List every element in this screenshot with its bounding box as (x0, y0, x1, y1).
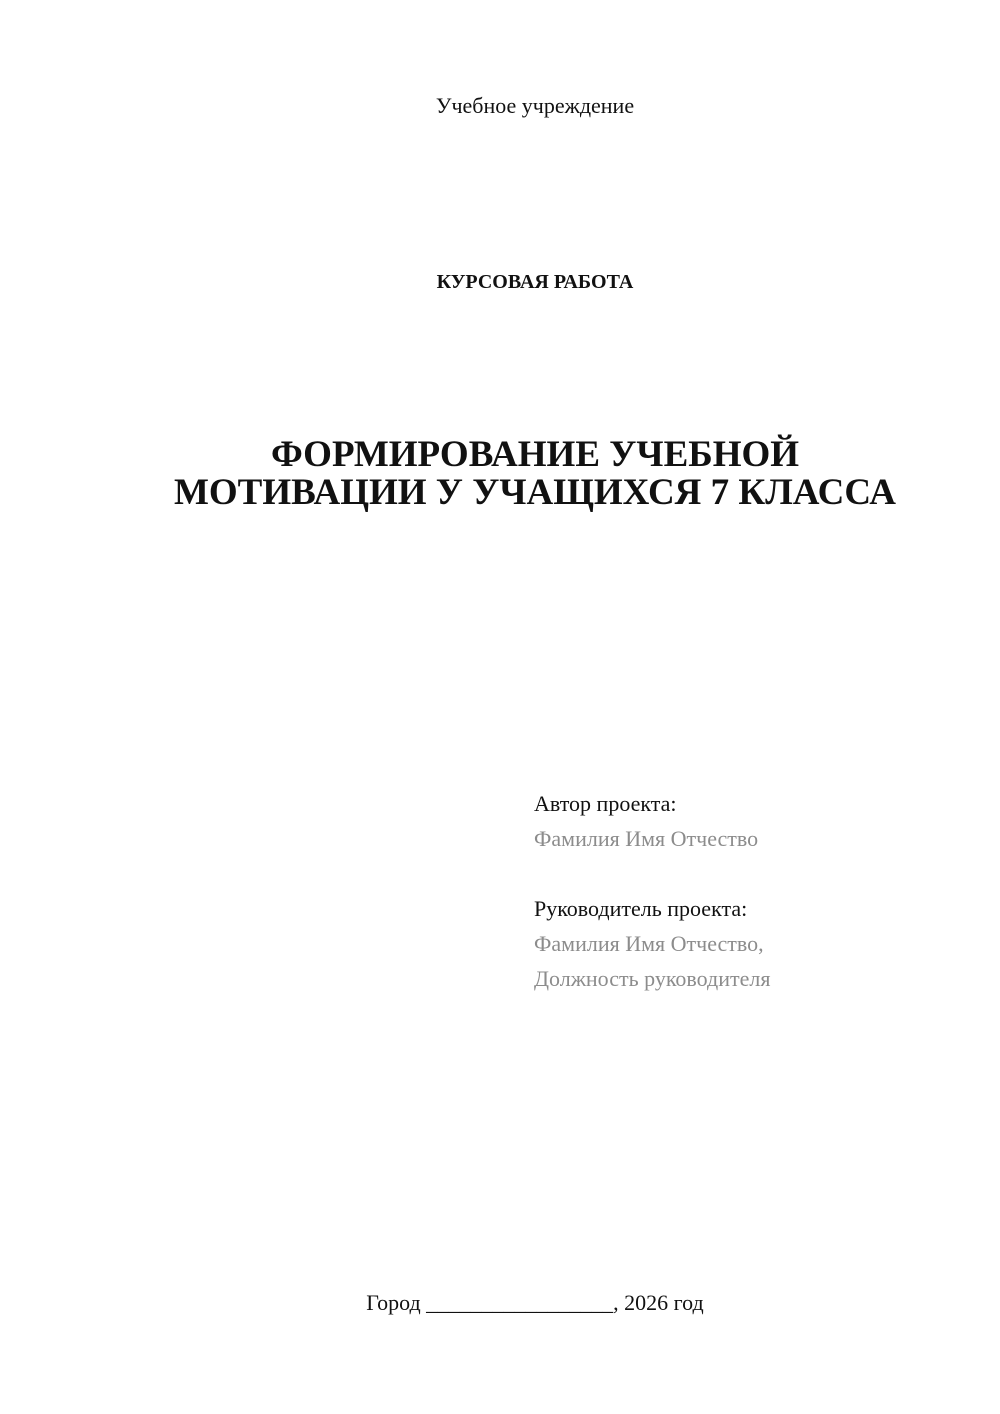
supervisor-label: Руководитель проекта: (534, 896, 748, 921)
title-line-1: ФОРМИРОВАНИЕ УЧЕБНОЙ (270, 434, 800, 475)
supervisor-position: Должность руководителя (534, 966, 771, 991)
supervisor-block (534, 891, 974, 996)
title-line-2: МОТИВАЦИИ У УЧАЩИХСЯ 7 КЛАССА (173, 472, 896, 513)
institution-name: Учебное учреждение (435, 93, 635, 118)
author-block (534, 786, 974, 856)
supervisor-name: Фамилия Имя Отчество, (534, 931, 764, 956)
document-type: КУРСОВАЯ РАБОТА (436, 271, 634, 293)
author-name: Фамилия Имя Отчество (534, 826, 759, 851)
document-title (100, 436, 970, 512)
city-year-line: Город _________________, 2026 год (366, 1290, 704, 1315)
author-label: Автор проекта: (534, 791, 677, 816)
